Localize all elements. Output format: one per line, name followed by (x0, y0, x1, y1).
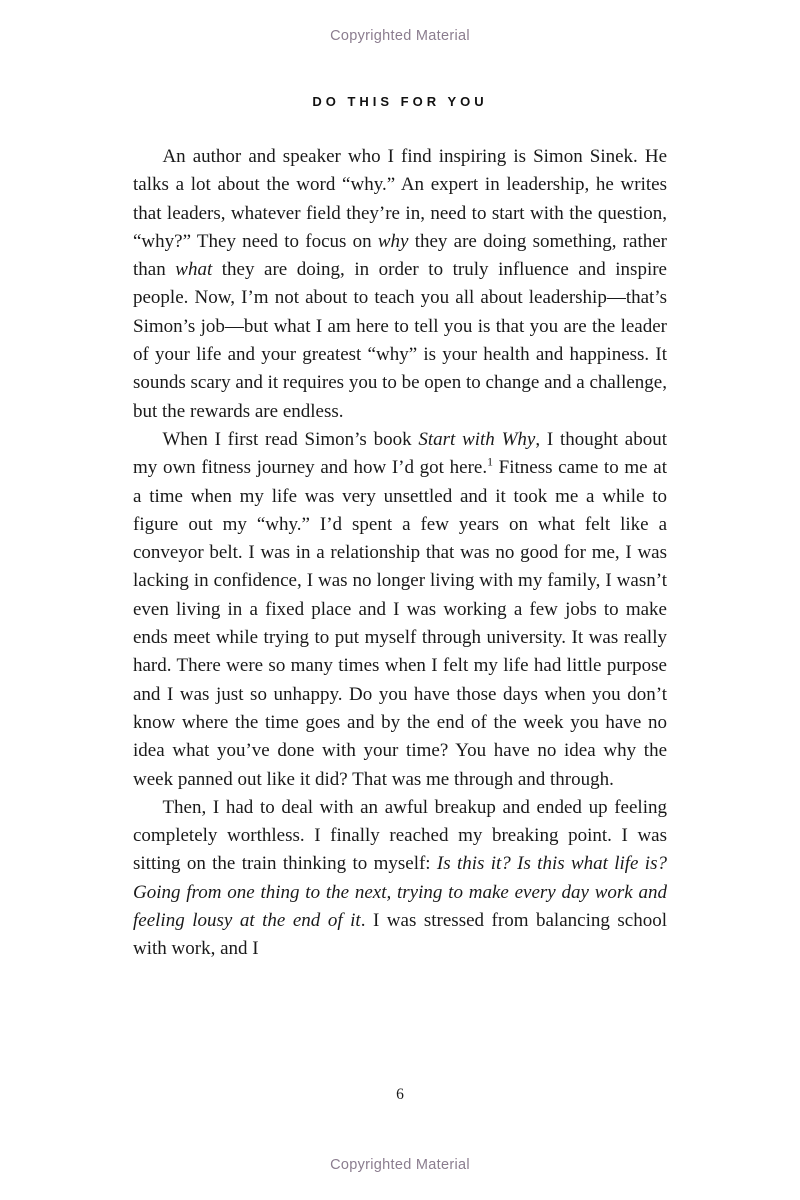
text-segment: Fitness came to me at a time when my life was very unsettled and it took me a while to figure out my “why.” I’d spent a few years on what felt like a conveyor belt. I was in a relationship that was no good for me, I was lacking in confidence, I was no longer living with my family, I wasn’t even living in a fixed place and I was working a few jobs to make ends meet while trying to put myself through university. It was really hard. There were so many times when I felt my life had little purpose and I was just so unhappy. Do you have those days when you don’t know where the time goes and by the end of the week you have no idea what you’ve done with your time? You have no idea why the week panned out like it did? That was me through and through. (133, 457, 667, 790)
text-segment: , I thought about my own fitness journey and how I’d got here. (133, 428, 667, 479)
body-text (133, 143, 667, 964)
paragraph (133, 143, 667, 426)
running-header: DO THIS FOR YOU (312, 94, 488, 109)
italic-text: why (377, 230, 409, 252)
copyright-notice-bottom: Copyrighted Material (330, 1157, 470, 1173)
italic-text: what (175, 259, 213, 281)
italic-text: Is this it? Is this what life is? Going from one thing to the next, trying to make every day work and feeling lousy at the end of it (133, 853, 667, 932)
italic-text: Start with Why (418, 428, 536, 450)
text-segment: . I was stressed from balancing school with work, and I (133, 910, 667, 960)
text-segment: they are doing something, rather than (133, 230, 668, 281)
footnote-marker: 1 (487, 455, 493, 469)
text-segment: When I first read Simon’s book (162, 428, 419, 450)
text-segment: Then, I had to deal with an awful breakup and ended up feeling completely worthless. I finally reached my breaking point. I was sitting on the train thinking to myself: (133, 796, 667, 875)
paragraph (133, 426, 667, 794)
paragraph (133, 794, 667, 964)
text-segment: An author and speaker who I find inspiring is Simon Sinek. He talks a lot about the word “why.” An expert in leadership, he writes that leaders, whatever field they’re in, need to start with the question, “why?” They need to focus on (133, 146, 667, 252)
page-number: 6 (396, 1086, 404, 1103)
copyright-notice-top: Copyrighted Material (330, 28, 470, 44)
text-segment: they are doing, in order to truly influence and inspire people. Now, I’m not about to teach you all about leadership—that’s Simon’s job—but what I am here to tell you is that you are the leader of your life and your greatest “why” is your health and happiness. It sounds scary and it requires you to be open to change and a challenge, but the rewards are endless. (133, 259, 667, 422)
